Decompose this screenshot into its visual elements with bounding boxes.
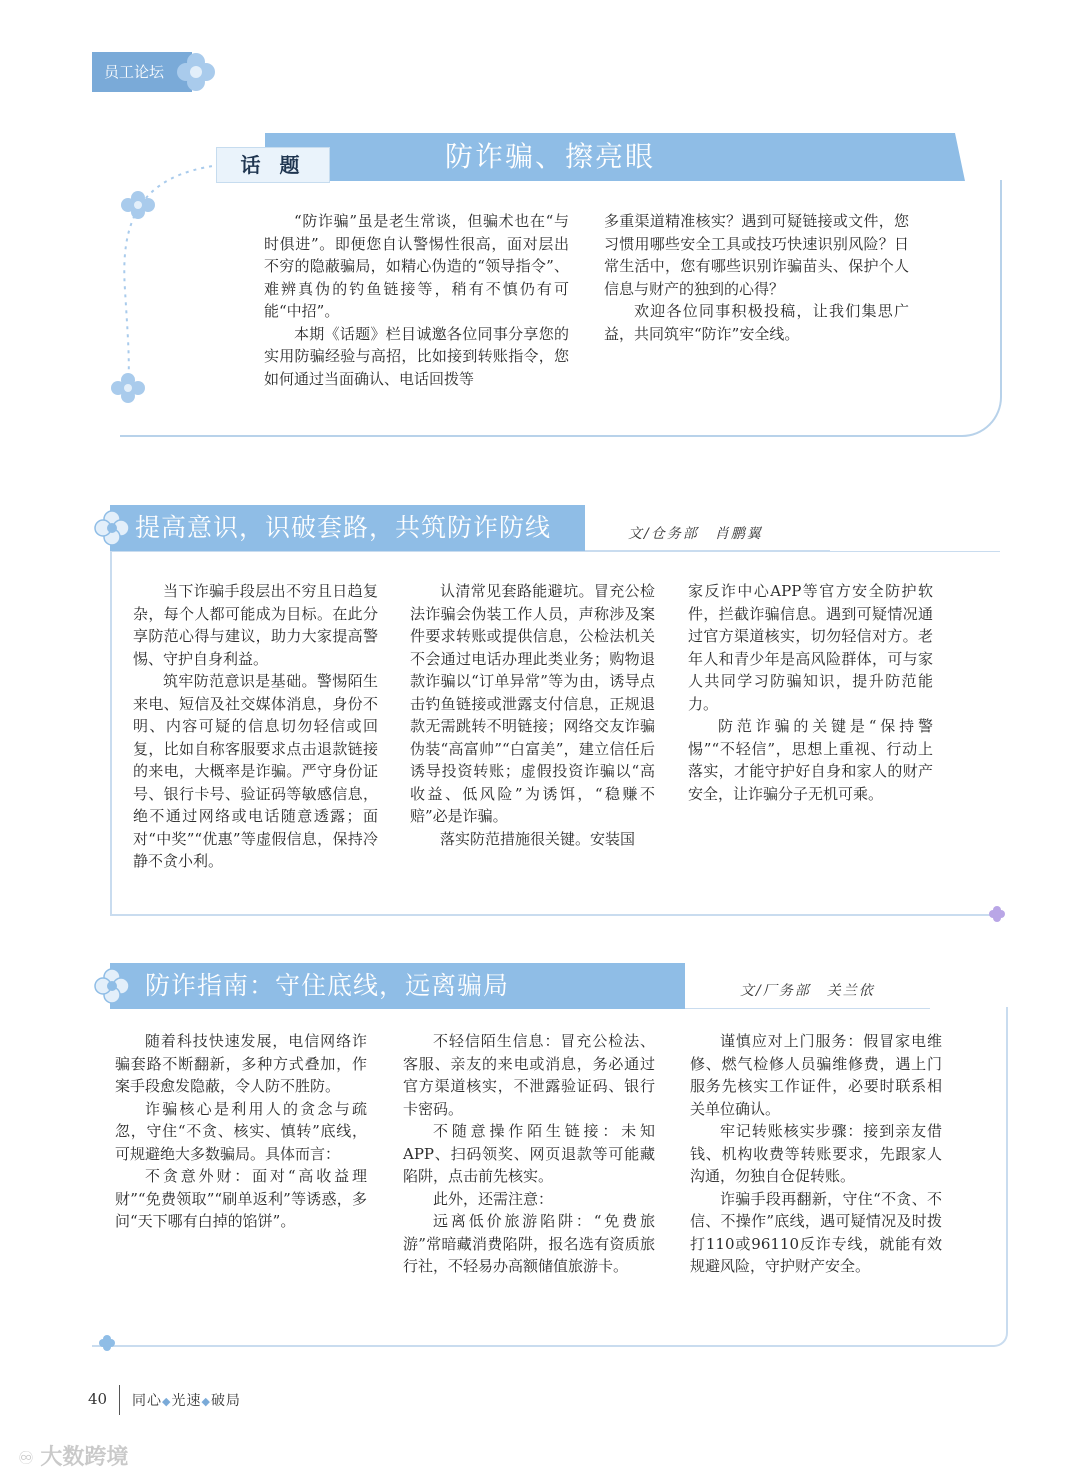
dot-icon: ◆ <box>201 1395 211 1408</box>
article-1-column-3 <box>688 580 933 805</box>
slogan-part: 同心 <box>132 1393 162 1409</box>
topic-title: 防诈骗、擦亮眼 <box>444 140 655 173</box>
article-2-column-1 <box>115 1030 367 1233</box>
article-1-column-1 <box>133 580 378 873</box>
paragraph: 牢记转账核实步骤：接到亲友借钱、机构收费等转账要求，先跟家人沟通，勿独自仓促转账。 <box>690 1122 942 1185</box>
paragraph: 本期《话题》栏目诚邀各位同事分享您的实用防骗经验与高招，比如接到转账指令，您如何通过当面确认、电话回拨等 <box>264 324 569 388</box>
paragraph: 多重渠道精准核实？遇到可疑链接或文件，您习惯用哪些安全工具或技巧快速识别风险？日常生活中，您有哪些识别诈骗苗头、保护个人信息与财产的独到的心得？ <box>604 212 909 298</box>
footer-slogan <box>132 1390 241 1410</box>
paragraph: 家反诈中心APP等官方安全防护软件，拦截诈骗信息。遇到可疑情况通过官方渠道核实，切勿轻信对方。老年人和青少年是高风险群体，可与家人共同学习防骗知识，提升防范能力。 <box>688 582 933 713</box>
slogan-part: 光速 <box>171 1393 202 1409</box>
flower-icon <box>176 52 216 92</box>
divider <box>585 550 830 551</box>
article-1-byline: 文/仓务部 肖鹏翼 <box>628 526 763 542</box>
topic-column-2 <box>604 210 909 345</box>
dot-icon <box>988 905 1006 923</box>
paragraph: 此外，还需注意： <box>433 1189 554 1208</box>
article-2-byline: 文/厂务部 关兰依 <box>740 983 875 999</box>
watermark <box>18 1440 128 1471</box>
paragraph: 不轻信陌生信息：冒充公检法、客服、亲友的来电或消息，务必通过官方渠道核实，不泄露验证码、银行卡密码。 <box>403 1032 655 1118</box>
flower-icon <box>94 510 130 546</box>
watermark-logo-icon: ♾ <box>18 1448 41 1469</box>
flower-icon <box>94 968 130 1004</box>
article-1-title: 提高意识，识破套路，共筑防诈防线 <box>135 513 552 542</box>
section-tag: 员工论坛 <box>92 52 192 92</box>
divider <box>685 1008 930 1009</box>
watermark-text: 大数跨境 <box>40 1445 129 1470</box>
divider <box>119 1385 120 1415</box>
dot-icon: ◆ <box>162 1395 172 1408</box>
topic-tag: 话 题 <box>216 147 330 183</box>
paragraph: 谨慎应对上门服务：假冒家电维修、燃气检修人员骗维修费，遇上门服务先核实工作证件，必要时联系相关单位确认。 <box>690 1032 942 1118</box>
paragraph: 筑牢防范意识是基础。警惕陌生来电、短信及社交媒体消息，身份不明、内容可疑的信息切勿轻信或回复，比如自称客服要求点击退款链接的来电，大概率是诈骗。严守身份证号、银行卡号、验证码等敏感信息，绝不通过网络或电话随意透露；面对“中奖”“优惠”等虚假信息，保持冷静不贪小利。 <box>133 672 378 870</box>
article-2-column-2 <box>403 1030 655 1278</box>
paragraph: “防诈骗”虽是老生常谈，但骗术也在“与时俱进”。即便您自认警惕性很高，面对层出不穷的隐蔽骗局，如精心伪造的“领导指令”、难辨真伪的钓鱼链接等，稍有不慎仍有可能“中招”。 <box>264 212 569 320</box>
page-number: 40 <box>88 1390 108 1408</box>
paragraph: 随着科技快速发展，电信网络诈骗套路不断翻新，多种方式叠加，作案手段愈发隐蔽，令人防不胜防。 <box>115 1032 367 1095</box>
paragraph: 当下诈骗手段层出不穷且日趋复杂，每个人都可能成为目标。在此分享防范心得与建议，助力大家提高警惕、守护自身利益。 <box>133 582 378 668</box>
paragraph: 认清常见套路能避坑。冒充公检法诈骗会伪装工作人员，声称涉及案件要求转账或提供信息，公检法机关不会通过电话办理此类业务；购物退款诈骗以“订单异常”等为由，诱导点击钓鱼链接或泄露支付信息，正规退款无需跳转不明链接；网络交友诈骗伪装“高富帅”“白富美”，建立信任后诱导投资转账；虚假投资诈骗以“高收益、低风险”为诱饵，“稳赚不赔”必是诈骗。 <box>410 582 655 825</box>
slogan-part: 破局 <box>210 1393 241 1409</box>
paragraph: 诈骗手段再翻新，守住“不贪、不信、不操作”底线，遇可疑情况及时拨打110或96110反诈专线，就能有效规避风险，守护财产安全。 <box>690 1189 942 1275</box>
article-2-column-3 <box>690 1030 942 1278</box>
paragraph: 诈骗核心是利用人的贪念与疏忽，守住“不贪、核实、慎转”底线，可规避绝大多数骗局。具体而言： <box>115 1099 367 1163</box>
paragraph: 远离低价旅游陷阱：“免费旅游”常暗藏消费陷阱，报名选有资质旅行社，不轻易办高额储值旅游卡。 <box>403 1212 655 1275</box>
article-2-title: 防诈指南：守住底线，远离骗局 <box>145 971 510 1000</box>
dot-icon <box>98 1334 116 1352</box>
paragraph: 防范诈骗的关键是“保持警惕”“不轻信”，思想上重视、行动上落实，才能守护好自身和家人的财产安全，让诈骗分子无机可乘。 <box>688 717 933 803</box>
article-1-column-2 <box>410 580 655 850</box>
paragraph: 落实防范措施很关键。安装国 <box>440 829 636 848</box>
paragraph: 不随意操作陌生链接：未知APP、扫码领奖、网页退款等可能藏陷阱，点击前先核实。 <box>403 1122 655 1185</box>
paragraph: 不贪意外财：面对“高收益理财”“免费领取”“刷单返利”等诱惑，多问“天下哪有白掉的馅饼”。 <box>115 1167 367 1230</box>
paragraph: 欢迎各位同事积极投稿，让我们集思广益，共同筑牢“防诈”安全线。 <box>604 302 909 343</box>
topic-column-1 <box>264 210 569 390</box>
